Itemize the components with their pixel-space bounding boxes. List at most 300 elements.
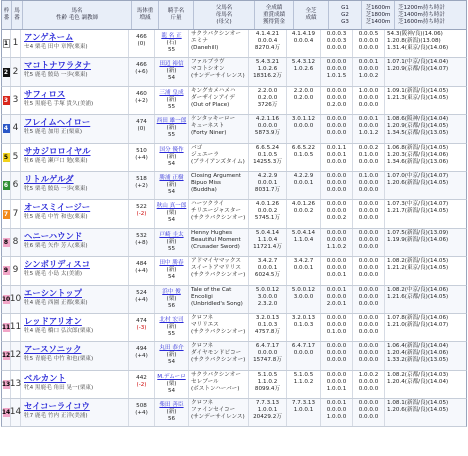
- record-line: 0.0.0.1: [257, 265, 278, 272]
- jockey-link[interactable]: 国分 優作: [159, 146, 184, 153]
- grade-line: 0.0.0.1: [326, 286, 347, 293]
- record-cell: [249, 257, 287, 284]
- pedigree-line: (サンデーサイレンス): [191, 73, 245, 80]
- grade-line: 1.0.1.5: [326, 73, 347, 80]
- pedigree-line: クロフネ: [191, 343, 214, 350]
- header-times: 芝1200m持ち時計 芝1400m持ち時計 芝1600m持ち時計: [398, 4, 445, 25]
- time-line: 1.33.2(新潟/良)(13.05): [387, 357, 449, 364]
- jockey-weight: 54: [167, 160, 176, 167]
- jockey-cell: [155, 371, 189, 398]
- horse-number: 10: [11, 286, 21, 313]
- horse-name-link[interactable]: サカジロロイヤル: [24, 145, 91, 156]
- weight-change: (+4): [135, 268, 148, 275]
- waku-badge: 7: [3, 210, 9, 218]
- table-row: [1, 87, 467, 115]
- jockey-affil: (新): [166, 409, 177, 416]
- weight-cell: [129, 87, 155, 114]
- record-line: 4.2.2.9: [257, 172, 278, 179]
- grade-line: 2.0.0.1: [326, 300, 347, 307]
- pedigree-cell: [189, 342, 249, 369]
- weight-change: (+2): [135, 182, 148, 189]
- horse-info: 牡4 鹿毛 橋口 弘次郎(栗東): [24, 327, 94, 334]
- time-line: 1.31.4(東京/良)(14.06): [387, 45, 449, 51]
- turf-record-line: 5.0.4.14: [291, 229, 316, 236]
- time-cell: [385, 200, 449, 227]
- jockey-cell: [155, 115, 189, 142]
- record-line: 0.0.0.4: [257, 38, 278, 44]
- grade-cell: [321, 58, 353, 85]
- turf-record-cell: [287, 314, 321, 341]
- jockey-weight: 56: [167, 416, 176, 423]
- turf-record-line: 3.4.2.7: [293, 258, 314, 265]
- grade-line: 0.0.0.0: [326, 229, 347, 236]
- horse-cell: [21, 286, 129, 313]
- pedigree-line: Henny Hughes: [191, 229, 233, 236]
- pedigree-line: ダイヤモンドビコー: [191, 350, 242, 357]
- horse-cell: [21, 115, 129, 142]
- horse-cell: [21, 58, 129, 85]
- turf-record-cell: [287, 200, 321, 227]
- record-line: 0.0.0.2: [257, 208, 278, 215]
- grade-line: 0.0.0.0: [326, 314, 347, 321]
- jockey-weight: 55: [167, 103, 176, 110]
- jockey-affil: (新): [166, 352, 177, 359]
- distance-line: 0.0.0.0: [358, 414, 379, 421]
- weight-change: (+4): [135, 410, 148, 417]
- distance-cell: [353, 286, 385, 313]
- record-line: 7.7.3.13: [255, 400, 280, 407]
- pedigree-cell: [189, 314, 249, 341]
- distance-line: 0.0.0.0: [358, 265, 379, 272]
- horse-cell: [21, 200, 129, 227]
- jockey-link[interactable]: 勝浦 正樹: [159, 174, 184, 181]
- grade-line: 0.0.0.0: [326, 158, 347, 165]
- turf-record-line: 4.2.2.9: [293, 172, 314, 179]
- record-line: 4.0.1.26: [255, 201, 280, 208]
- table-body: [1, 30, 467, 427]
- time-line: 1.21.7(新潟/良)(14.05): [387, 208, 449, 215]
- waku-badge: 12: [1, 352, 11, 360]
- weight-change: (+8): [135, 239, 148, 246]
- distance-line: 0.0.0.0: [358, 186, 379, 193]
- turf-record-line: 0.0.0.1: [293, 265, 314, 272]
- jockey-cell: [155, 144, 189, 171]
- horse-number: 11: [11, 314, 21, 341]
- grade-line: 0.0.0.3: [326, 38, 347, 44]
- horse-name-link[interactable]: リトルゲルダ: [24, 173, 74, 184]
- table-header: [1, 0, 467, 30]
- pedigree-cell: [189, 200, 249, 227]
- table-row: [1, 257, 467, 285]
- record-cell: [249, 30, 287, 57]
- record-line: 3.2.0.13: [255, 314, 280, 321]
- distance-cell: [353, 257, 385, 284]
- body-weight: 524: [136, 289, 147, 296]
- turf-record-cell: [287, 257, 321, 284]
- time-line: 1.08.6(阪神/良)(14.04): [387, 116, 449, 123]
- weight-cell: [129, 200, 155, 227]
- record-cell: [249, 115, 287, 142]
- grade-line: 0.0.0.0: [326, 321, 347, 328]
- time-cell: [385, 229, 449, 256]
- time-cell: [385, 58, 449, 85]
- weight-cell: [129, 342, 155, 369]
- grade-line: 0.0.0.0: [326, 236, 347, 243]
- waku-badge: 14: [1, 409, 11, 417]
- horse-cell: [21, 257, 129, 284]
- turf-record-cell: [287, 371, 321, 398]
- distance-cell: [353, 115, 385, 142]
- header-jockey: 騎手名 斤量: [159, 1, 194, 29]
- waku-cell: [2, 257, 11, 284]
- jockey-affil: (新): [166, 267, 177, 274]
- grade-line: 0.1.0.0: [326, 328, 347, 335]
- turf-record-line: 0.1.0.5: [293, 151, 314, 158]
- weight-change: (+4): [135, 353, 148, 360]
- grade-line: 0.0.0.1: [326, 272, 347, 279]
- jockey-link[interactable]: 北村 宏司: [159, 316, 184, 323]
- horse-info: 牡4 鹿毛 西園 正都(栗東): [24, 299, 88, 306]
- waku-badge: 2: [3, 68, 9, 76]
- waku-badge: 6: [3, 182, 9, 190]
- weight-cell: [129, 286, 155, 313]
- distance-line: 0.0.0.0: [358, 243, 379, 250]
- grade-cell: [321, 144, 353, 171]
- grade-cell: [321, 314, 353, 341]
- pedigree-line: エミナ: [191, 38, 208, 44]
- jockey-weight: 55: [167, 132, 176, 139]
- pedigree-line: (サンデーサイレンス): [191, 414, 245, 421]
- horse-name-link[interactable]: シンボリディスコ: [24, 259, 90, 270]
- distance-line: 0.0.0.0: [358, 258, 379, 265]
- jockey-cell: [155, 342, 189, 369]
- distance-line: 0.0.0.0: [358, 343, 379, 350]
- jockey-affil: (新): [166, 125, 177, 132]
- grade-line: 0.0.0.0: [326, 208, 347, 215]
- distance-line: 0.0.0.0: [358, 300, 379, 307]
- horse-name-link[interactable]: アンゲネーム: [24, 32, 74, 42]
- record-line: 4.2.1.16: [255, 116, 280, 123]
- grade-line: 0.0.0.3: [326, 31, 347, 37]
- record-line: 0.0.0.0: [257, 350, 278, 357]
- grade-line: 0.0.1.1: [326, 144, 347, 151]
- time-line: 1.20.8(新潟)(13.08): [387, 38, 441, 44]
- record-line: 15747.8万: [253, 357, 282, 364]
- pedigree-cell: [189, 87, 249, 114]
- jockey-cell: [155, 399, 189, 426]
- weight-change: (+4): [135, 154, 148, 161]
- jockey-link[interactable]: 戸崎 圭太: [159, 231, 184, 238]
- body-weight: 466: [136, 62, 147, 69]
- record-line: 6024.5万: [254, 272, 281, 279]
- horse-cell: [21, 144, 129, 171]
- turf-record-cell: [287, 144, 321, 171]
- pedigree-line: ジュエーラ: [191, 151, 219, 158]
- jockey-affil: (栗): [166, 295, 177, 302]
- header-pedigree: 父馬名 母馬名 (母父): [194, 1, 255, 29]
- record-line: 0.1.0.5: [257, 151, 278, 158]
- record-line: 2.2.0.0: [257, 87, 278, 94]
- horse-info: 牝4 黒鹿毛 角田 晃一(栗東): [24, 384, 94, 391]
- grade-line: 0.0.0.0: [326, 258, 347, 265]
- record-cell: [249, 87, 287, 114]
- weight-cell: [129, 229, 155, 256]
- jockey-link[interactable]: 浜中 俊: [162, 288, 181, 295]
- waku-cell: [2, 229, 11, 256]
- grade-line: 0.0.0.0: [326, 172, 347, 179]
- grade-line: 0.0.0.0: [326, 66, 347, 73]
- jockey-link[interactable]: 柴田 善臣: [159, 402, 184, 409]
- pedigree-line: ファインセイコー: [191, 407, 236, 414]
- pedigree-line: (サクラバクシンオー): [191, 357, 246, 364]
- grade-cell: [321, 371, 353, 398]
- turf-record-line: 1.1.0.2: [293, 378, 314, 385]
- grade-line: 0.0.0.0: [326, 357, 347, 364]
- jockey-cell: [155, 172, 189, 199]
- record-line: 11721.4万: [253, 243, 282, 250]
- waku-badge: 8: [3, 238, 9, 246]
- header-grade: G1 G2 G3: [329, 1, 362, 29]
- horse-number: 1: [11, 30, 21, 57]
- jockey-affil: (栗): [166, 210, 177, 217]
- pedigree-line: (Buddha): [191, 186, 217, 193]
- time-line: 1.08.1(新潟/良)(14.05): [387, 400, 449, 407]
- grade-line: 0.0.0.0: [326, 201, 347, 208]
- horse-name-link[interactable]: エーシントップ: [24, 287, 82, 298]
- turf-record-cell: [287, 286, 321, 313]
- weight-cell: [129, 58, 155, 85]
- distance-cell: [353, 30, 385, 57]
- horse-name-link[interactable]: マコトナワラタナ: [24, 60, 91, 71]
- jockey-link[interactable]: 田辺 裕信: [159, 61, 184, 68]
- distance-line: 0.0.0.2: [358, 144, 379, 151]
- time-line: 1.07.1(中京/良)(14.04): [387, 59, 449, 66]
- grade-line: 0.0.0.0: [326, 179, 347, 186]
- jockey-weight: 56: [167, 302, 176, 309]
- horse-name-link[interactable]: レッドアリオン: [24, 315, 82, 326]
- horse-name-link[interactable]: サフィロス: [24, 88, 66, 99]
- jockey-affil: (新): [166, 68, 177, 75]
- table-row: [1, 314, 467, 342]
- record-line: 5873.9万: [254, 130, 281, 137]
- time-line: 1.21.2(東京/良)(14.05): [387, 265, 449, 272]
- grade-line: 0.0.0.0: [326, 378, 347, 385]
- table-row: [1, 144, 467, 172]
- distance-line: 1.0.0.2: [358, 73, 379, 80]
- pedigree-line: ファルブラヴ: [191, 59, 225, 66]
- horse-name-link[interactable]: ベルカント: [24, 372, 66, 383]
- distance-line: 0.0.0.0: [358, 357, 379, 364]
- grade-cell: [321, 87, 353, 114]
- distance-line: 0.0.0.0: [358, 123, 379, 130]
- record-cell: [249, 286, 287, 313]
- horse-info: 牡5 鹿毛 小島 太(美浦): [24, 271, 83, 278]
- horse-name-link[interactable]: アースソニック: [24, 344, 82, 355]
- table-row: [1, 30, 467, 58]
- jockey-weight: 55: [167, 245, 176, 252]
- jockey-link[interactable]: 田中 勝春: [159, 260, 184, 267]
- weight-change: (-2): [136, 381, 147, 388]
- distance-line: 0.0.0.0: [358, 101, 379, 108]
- body-weight: 494: [136, 346, 147, 353]
- record-line: 8099.4万: [254, 385, 281, 392]
- record-line: 3.4.2.7: [257, 258, 278, 265]
- horse-name-link[interactable]: ヘニーハウンド: [24, 230, 83, 241]
- jockey-link[interactable]: 三浦 皇成: [159, 89, 184, 96]
- pedigree-cell: [189, 257, 249, 284]
- jockey-weight: 54: [167, 188, 176, 195]
- time-line: 1.21.3(東京/良)(14.05): [387, 94, 449, 101]
- distance-cell: [353, 371, 385, 398]
- body-weight: 508: [136, 403, 147, 410]
- turf-record-line: 0.0.0.0: [293, 123, 314, 130]
- record-line: 5.0.4.14: [255, 229, 280, 236]
- record-line: 5.4.3.21: [255, 59, 280, 66]
- horse-name-link[interactable]: オースミイージー: [24, 202, 91, 213]
- grade-line: 0.0.0.0: [326, 87, 347, 94]
- header-waku: 枠 番: [2, 1, 12, 29]
- turf-record-cell: [287, 229, 321, 256]
- table-row: [1, 342, 467, 370]
- record-line: 1.0.2.6: [257, 66, 278, 73]
- record-line: 5745.1万: [254, 215, 281, 222]
- time-line: 1.07.8(新潟/良)(14.06): [387, 314, 449, 321]
- weight-change: (+4): [135, 296, 148, 303]
- turf-record-line: 0.0.0.0: [293, 350, 314, 357]
- table-row: [1, 58, 467, 86]
- time-cell: [385, 286, 449, 313]
- horse-info: セ4 栗毛 田中 章博(栗東): [24, 44, 88, 50]
- jockey-link[interactable]: M.デムーロ: [157, 373, 186, 380]
- horse-number: 6: [11, 172, 21, 199]
- record-line: 3726万: [257, 101, 278, 108]
- pedigree-line: (ボストンハーバー): [191, 385, 240, 392]
- time-cell: [385, 87, 449, 114]
- turf-record-line: 5.0.0.12: [291, 286, 316, 293]
- turf-record-line: 1.0.2.6: [293, 66, 314, 73]
- time-line: 1.19.9(新潟/良)(14.06): [387, 236, 449, 243]
- distance-line: 0.0.0.0: [358, 158, 379, 165]
- horse-number: 14: [11, 399, 21, 426]
- distance-line: 0.0.0.0: [358, 378, 379, 385]
- time-line: 1.06.4(新潟/良)(14.04): [387, 343, 449, 350]
- record-line: 5.1.0.5: [257, 371, 278, 378]
- grade-line: 1.1.0.2: [326, 243, 347, 250]
- waku-badge: 11: [1, 324, 11, 332]
- record-line: 0.2.0.0: [257, 94, 278, 101]
- table-row: [1, 286, 467, 314]
- pedigree-line: (Out of Place): [191, 101, 230, 108]
- pedigree-line: アドマイヤマックス: [191, 258, 241, 265]
- distance-line: 0.0.0.0: [358, 66, 379, 73]
- distance-line: 0.1.0.0: [358, 172, 379, 179]
- body-weight: 460: [136, 90, 147, 97]
- waku-badge: 3: [3, 96, 9, 104]
- record-line: 4.1.4.21: [255, 31, 280, 37]
- jockey-cell: [155, 257, 189, 284]
- record-line: 8270.4万: [254, 45, 281, 51]
- jockey-cell: [155, 58, 189, 85]
- grade-line: 0.0.0.2: [326, 215, 347, 222]
- time-line: 1.07.5(新潟/良)(13.09): [387, 229, 449, 236]
- waku-cell: [2, 58, 11, 85]
- weight-cell: [129, 257, 155, 284]
- distance-line: 0.1.0.0: [358, 151, 379, 158]
- jockey-link[interactable]: 西田 雄一郎: [156, 118, 187, 125]
- header-distance: 芝1600m 芝1800m 芝1400m: [362, 1, 395, 29]
- pedigree-line: クロフネ: [191, 314, 214, 321]
- jockey-weight: 54: [167, 274, 176, 281]
- time-line: 1.20.6(新潟/良)(14.05): [387, 179, 449, 186]
- distance-line: 0.0.0.0: [358, 314, 379, 321]
- jockey-link[interactable]: 秋山 真一郎: [156, 203, 187, 210]
- time-line: 1.20.9(京都/良)(14.07): [387, 66, 449, 73]
- turf-record-cell: [287, 87, 321, 114]
- horse-name-link[interactable]: フレイムヘイロー: [24, 117, 91, 128]
- pedigree-line: キングカメハメハ: [191, 87, 236, 94]
- jockey-link[interactable]: 丸田 恭介: [159, 345, 184, 352]
- time-line: 1.07.0(中京/良)(14.07): [387, 172, 449, 179]
- grade-line: 0.0.0.0: [326, 116, 347, 123]
- record-line: 3.0.0.0: [257, 293, 278, 300]
- time-line: 1.08.2(中京/良)(14.06): [387, 286, 449, 293]
- grade-line: 0.0.0.0: [326, 293, 347, 300]
- pedigree-line: Encoligi: [191, 293, 213, 300]
- turf-record-line: 0.0.0.4: [293, 38, 314, 44]
- table-row: [1, 172, 467, 200]
- turf-record-line: 1.1.0.4: [293, 236, 314, 243]
- pedigree-line: キューネスト: [191, 123, 225, 130]
- horse-number: 2: [11, 58, 21, 85]
- grade-cell: [321, 257, 353, 284]
- weight-change: (-2): [136, 211, 147, 218]
- distance-line: 0.0.0.0: [358, 45, 379, 51]
- record-cell: [249, 58, 287, 85]
- record-line: 4757.8万: [254, 328, 281, 335]
- grade-line: 0.0.0.0: [326, 343, 347, 350]
- record-line: 6.4.7.17: [255, 343, 280, 350]
- turf-record-line: 3.0.1.12: [291, 116, 316, 123]
- distance-line: 0.0.0.5: [358, 31, 379, 37]
- turf-record-cell: [287, 115, 321, 142]
- distance-cell: [353, 172, 385, 199]
- distance-cell: [353, 314, 385, 341]
- pedigree-cell: [189, 371, 249, 398]
- time-line: 1.06.8(新潟/良)(14.05): [387, 144, 449, 151]
- distance-line: 0.0.0.0: [358, 236, 379, 243]
- pedigree-cell: [189, 399, 249, 426]
- body-weight: 466: [136, 34, 147, 40]
- horse-cell: [21, 342, 129, 369]
- jockey-link[interactable]: 龍 名 正: [161, 33, 182, 39]
- time-line: 54.3(阪神/良)(14.06): [387, 31, 443, 37]
- waku-cell: [2, 87, 11, 114]
- table-row: [1, 229, 467, 257]
- table-row: [1, 115, 467, 143]
- grade-cell: [321, 115, 353, 142]
- time-line: 1.20.3(京都/良)(14.06): [387, 151, 449, 158]
- turf-record-line: 4.1.4.19: [291, 31, 316, 37]
- grade-line: 0.0.0.0: [326, 407, 347, 414]
- jockey-affil: (新): [166, 153, 177, 160]
- record-line: 5.0.0.12: [255, 286, 280, 293]
- record-cell: [249, 229, 287, 256]
- turf-record-cell: [287, 342, 321, 369]
- record-line: 0.1.0.3: [257, 321, 278, 328]
- horse-name-link[interactable]: セイコーライコウ: [24, 401, 90, 412]
- turf-record-line: 3.2.0.13: [291, 314, 316, 321]
- distance-line: 0.0.0.1: [358, 59, 379, 66]
